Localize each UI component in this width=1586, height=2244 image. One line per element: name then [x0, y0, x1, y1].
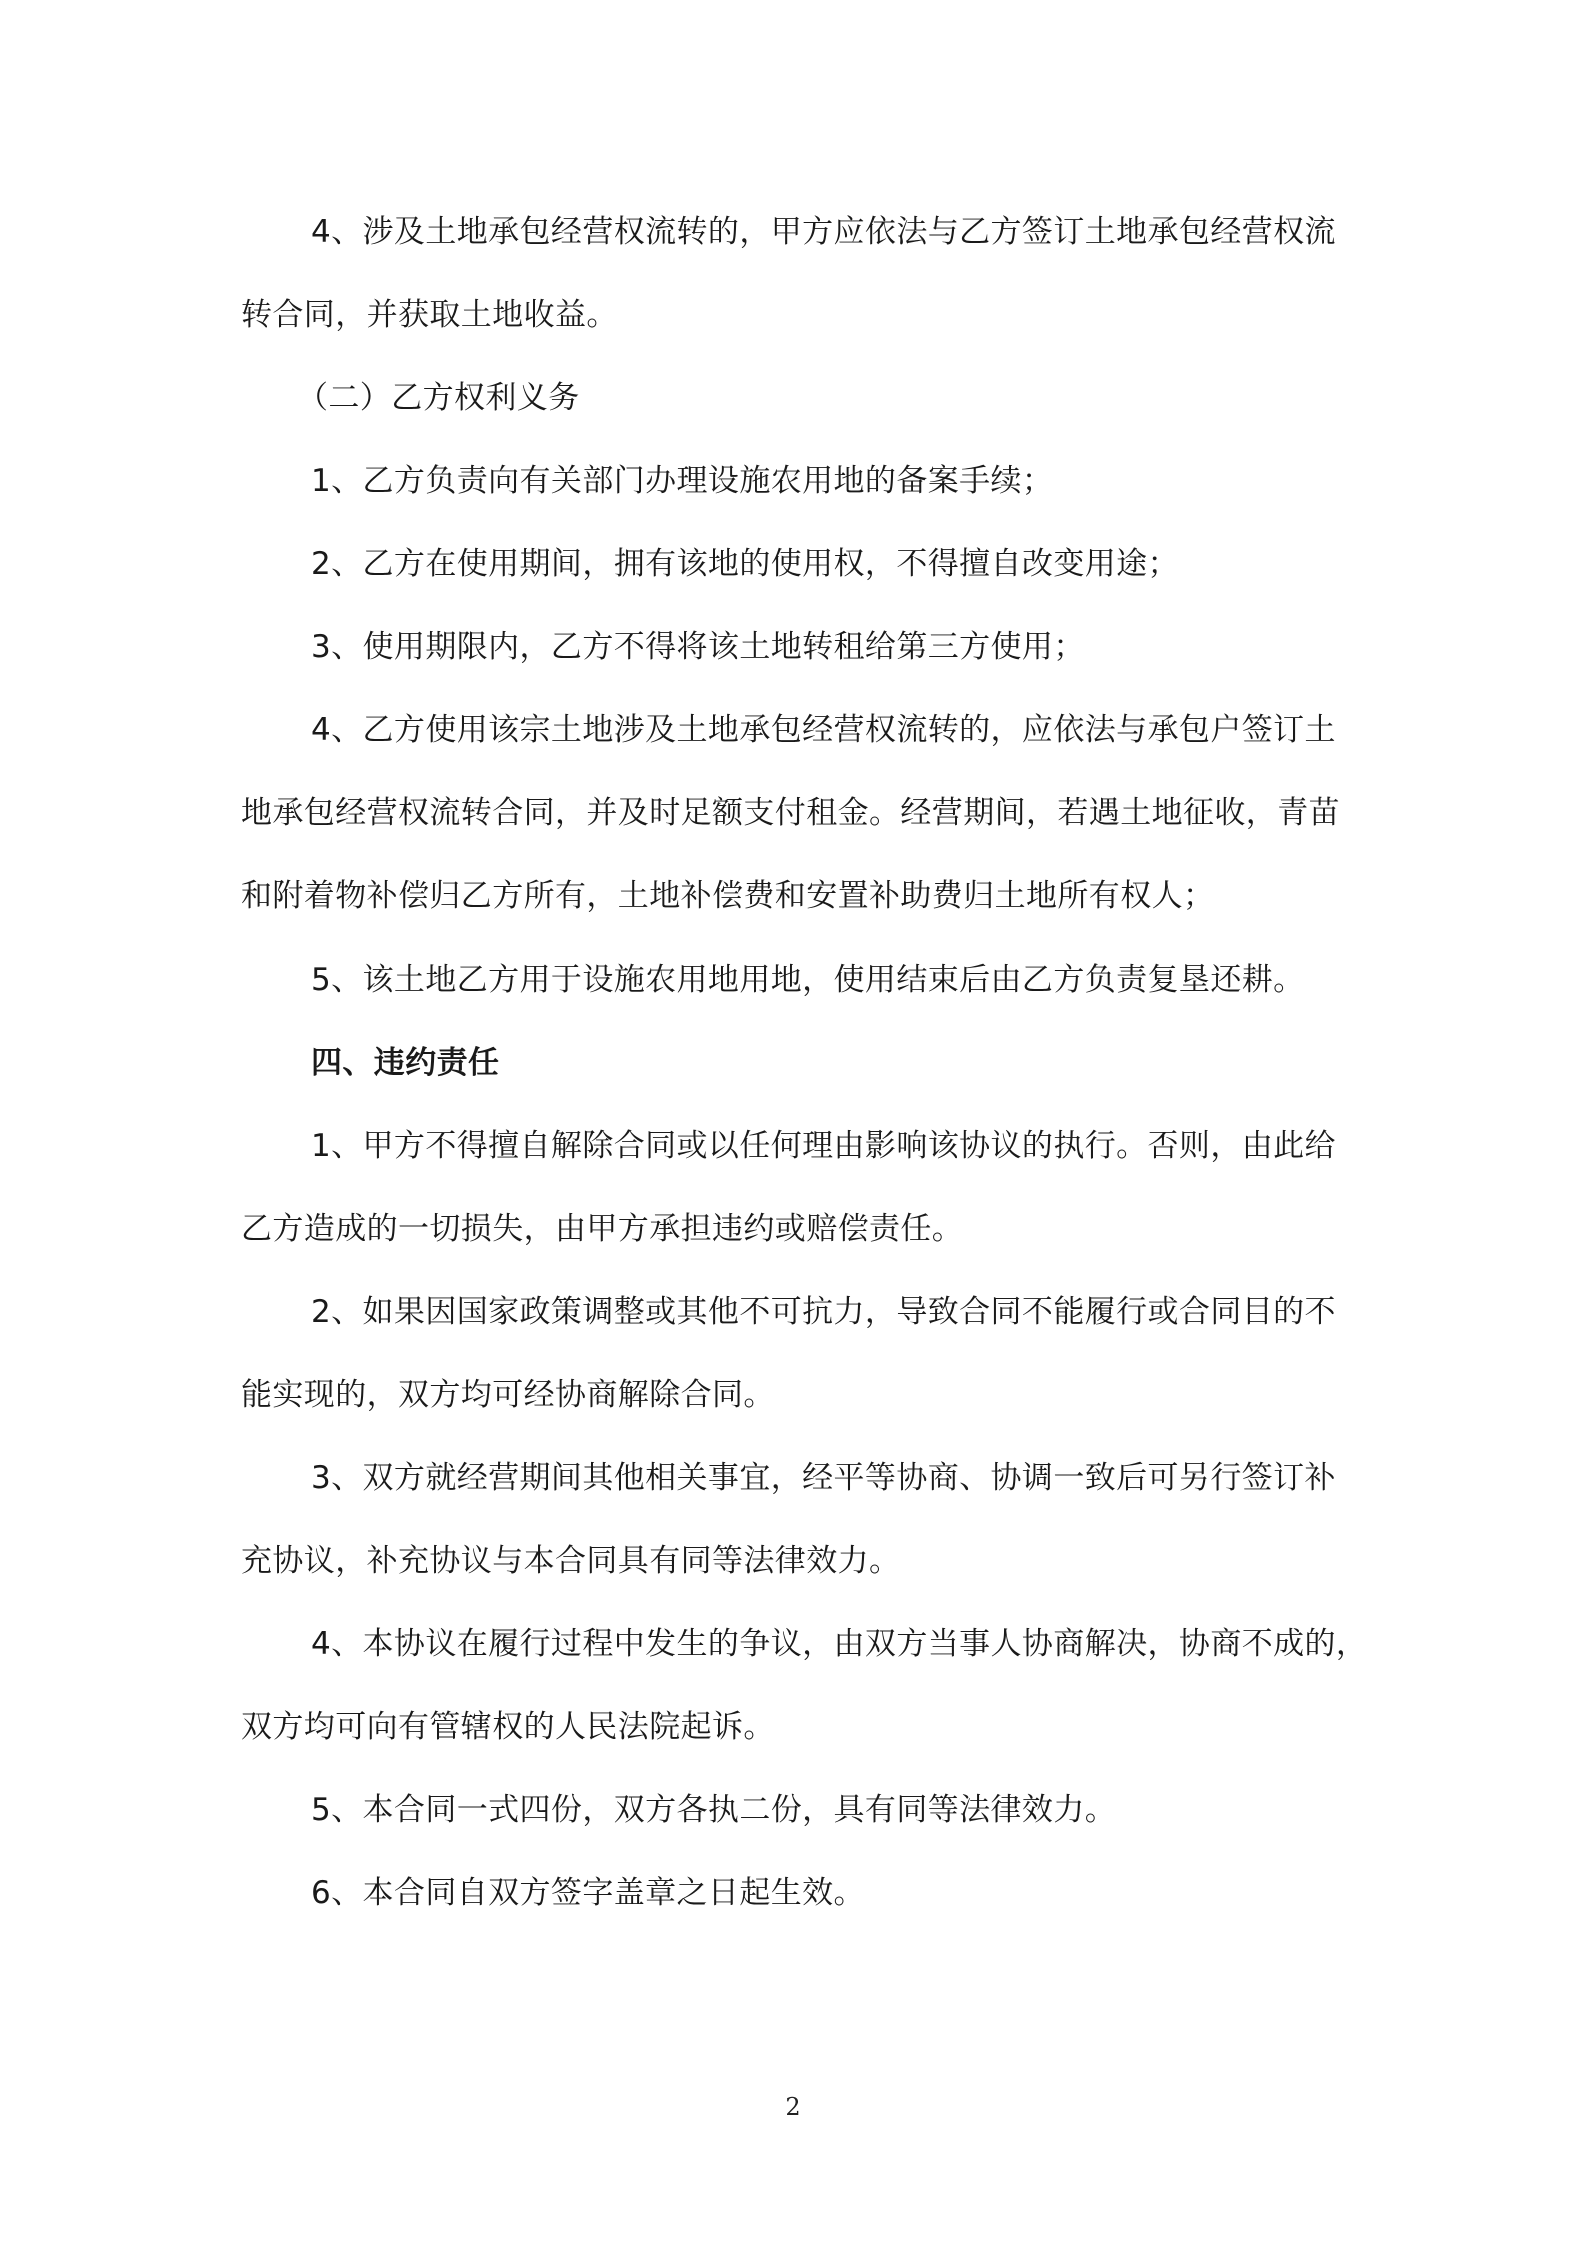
paragraph-line: 地承包经营权流转合同，并及时足额支付租金。经营期间，若遇土地征收，青苗 — [241, 795, 1340, 831]
paragraph-line: 转合同，并获取土地收益。 — [241, 297, 618, 333]
section-heading: 四、违约责任 — [311, 1045, 500, 1081]
paragraph-line: 3、使用期限内，乙方不得将该土地转租给第三方使用； — [311, 629, 1085, 665]
section-heading: （二）乙方权利义务 — [297, 380, 580, 416]
paragraph-line: 充协议，补充协议与本合同具有同等法律效力。 — [241, 1543, 901, 1579]
paragraph-line: 1、甲方不得擅自解除合同或以任何理由影响该协议的执行。否则，由此给 — [311, 1128, 1336, 1164]
page-number: 2 — [785, 2093, 801, 2121]
paragraph-line: 6、本合同自双方签字盖章之日起生效。 — [311, 1875, 865, 1911]
paragraph-line: 4、本协议在履行过程中发生的争议，由双方当事人协商解决，协商不成的， — [311, 1626, 1368, 1662]
paragraph-line: 双方均可向有管辖权的人民法院起诉。 — [241, 1709, 775, 1745]
paragraph-line: 5、本合同一式四份，双方各执二份，具有同等法律效力。 — [311, 1792, 1117, 1828]
paragraph-line: 1、乙方负责向有关部门办理设施农用地的备案手续； — [311, 463, 1054, 499]
paragraph-line: 3、双方就经营期间其他相关事宜，经平等协商、协调一致后可另行签订补 — [311, 1460, 1336, 1496]
paragraph-line: 4、涉及土地承包经营权流转的，甲方应依法与乙方签订土地承包经营权流 — [311, 214, 1336, 250]
paragraph-line: 2、如果因国家政策调整或其他不可抗力，导致合同不能履行或合同目的不 — [311, 1294, 1336, 1330]
paragraph-line: 和附着物补偿归乙方所有，土地补偿费和安置补助费归土地所有权人； — [241, 878, 1215, 914]
paragraph-line: 乙方造成的一切损失，由甲方承担违约或赔偿责任。 — [241, 1211, 964, 1247]
paragraph-line: 4、乙方使用该宗土地涉及土地承包经营权流转的，应依法与承包户签订土 — [311, 712, 1336, 748]
paragraph-line: 2、乙方在使用期间，拥有该地的使用权，不得擅自改变用途； — [311, 546, 1179, 582]
paragraph-line: 能实现的，双方均可经协商解除合同。 — [241, 1377, 775, 1413]
paragraph-line: 5、该土地乙方用于设施农用地用地，使用结束后由乙方负责复垦还耕。 — [311, 962, 1305, 998]
